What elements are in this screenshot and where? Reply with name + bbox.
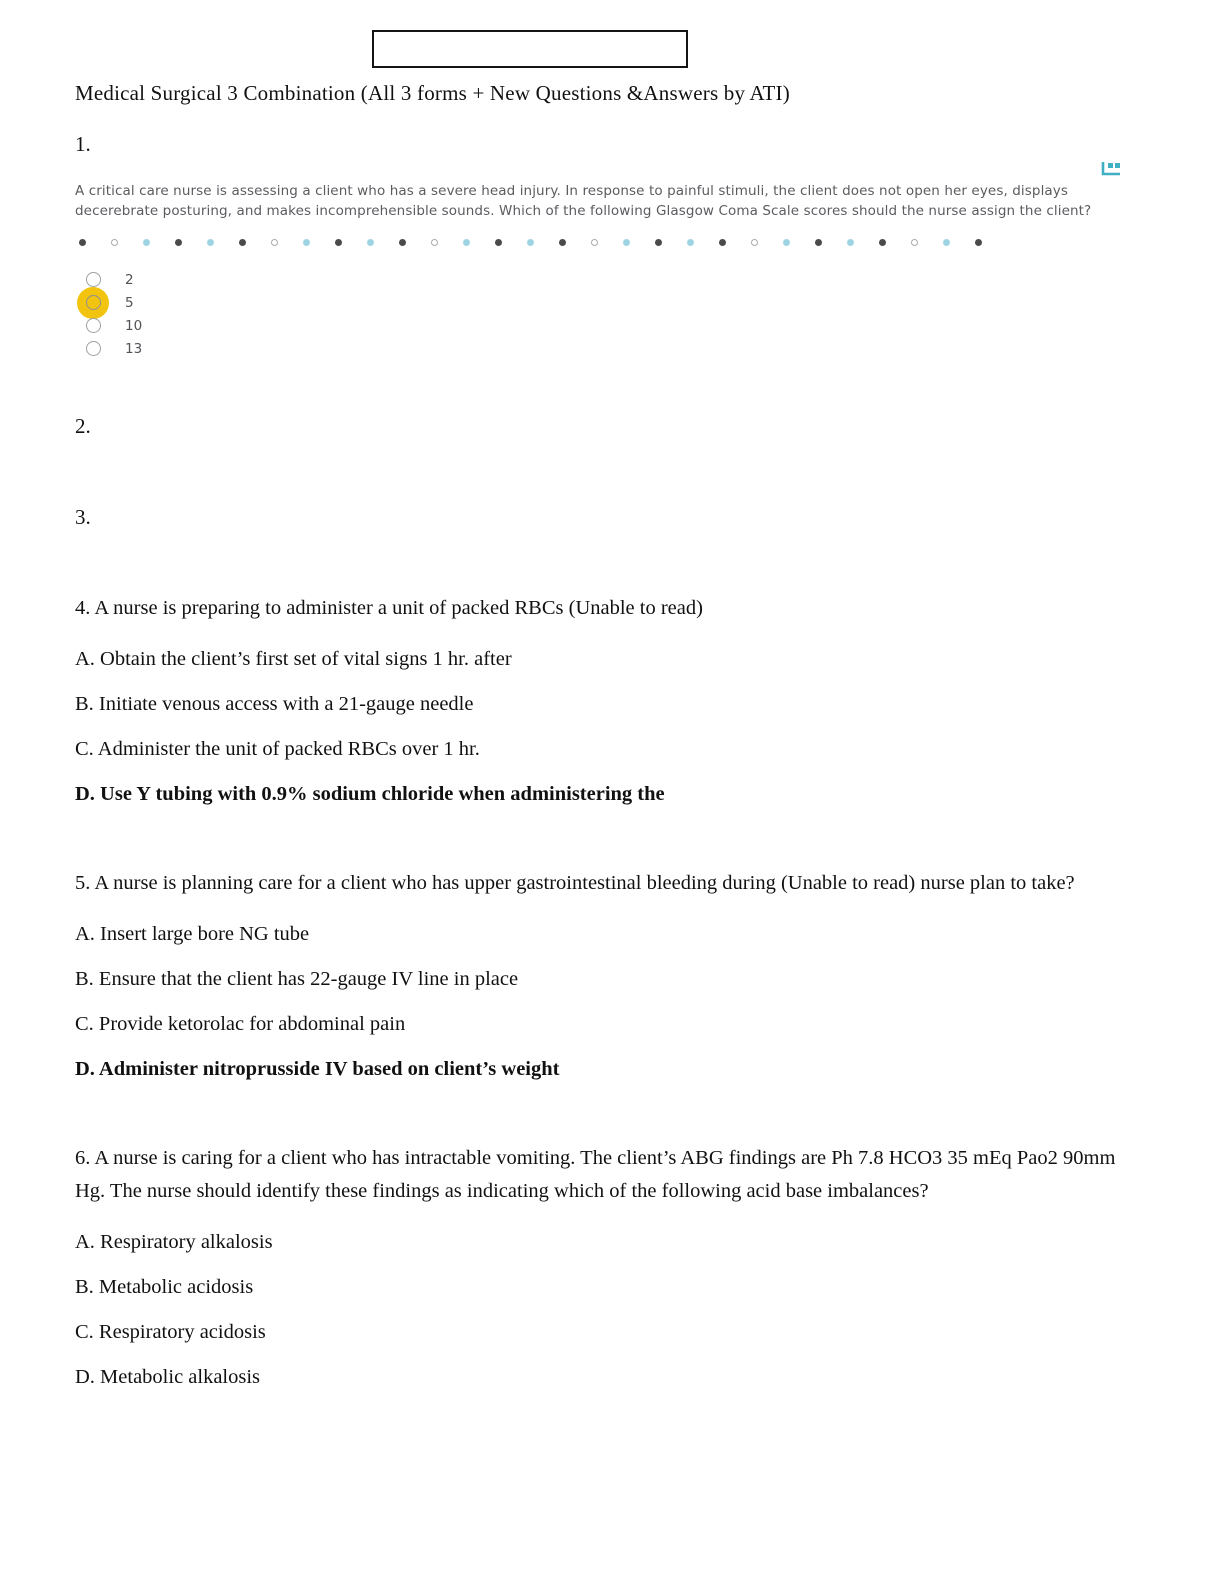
question-5 [75, 867, 1164, 1080]
progress-dot-dark [495, 239, 502, 246]
progress-dot-blue [623, 239, 630, 246]
progress-dot-blue [527, 239, 534, 246]
radio-button-icon[interactable] [86, 341, 101, 356]
q1-option-5[interactable] [86, 291, 1164, 314]
radio-button-icon[interactable] [86, 318, 101, 333]
question-text: 4. A nurse is preparing to administer a unit of packed RBCs (Unable to read) [75, 597, 703, 619]
radio-option-label: 5 [125, 294, 134, 311]
answer-option: C. Administer the unit of packed RBCs over 1 hr. [75, 738, 480, 760]
progress-dot-blue [943, 239, 950, 246]
q1-option-13[interactable] [86, 337, 1164, 360]
progress-dot-blue [367, 239, 374, 246]
progress-dot-dark [879, 239, 886, 246]
progress-dot-dark [175, 239, 182, 246]
answer-option: B. Ensure that the client has 22-gauge IV line in place [75, 968, 519, 990]
answer-option: A. Obtain the client’s first set of vital signs 1 hr. after [75, 648, 512, 670]
question-text: 6. A nurse is caring for a client who has intractable vomiting. The client’s ABG findings are Ph 7.8 HCO3 35 mEq Pao2 90mm Hg. The nurse should identify these findings as indicating which of the following acid base imbalances? [75, 1147, 1116, 1202]
answer-option: C. Provide ketorolac for abdominal pain [75, 1013, 406, 1035]
progress-dot-open [271, 239, 278, 246]
progress-dot-open [431, 239, 438, 246]
radio-button-icon[interactable] [86, 272, 101, 287]
typed-questions [75, 592, 1164, 1388]
progress-dot-dark [719, 239, 726, 246]
answer-option: A. Respiratory alkalosis [75, 1231, 273, 1253]
ati-question-text: A critical care nurse is assessing a client who has a severe head injury. In response to painful stimuli, the client does not open her eyes, displays decerebrate posturing, and makes incomprehensible sounds. Which of the following Glasgow Coma Scale scores should the nurse assign the client? [75, 183, 1092, 219]
radio-wrap [86, 272, 101, 287]
answer-option: D. Use Y tubing with 0.9% sodium chloride when administering the [75, 783, 665, 805]
answer-option: C. Respiratory acidosis [75, 1321, 266, 1343]
progress-dot-dark [79, 239, 86, 246]
question-text: 5. A nurse is planning care for a client who has upper gastrointestinal bleeding during (Unable to read) nurse plan to take? [75, 872, 1075, 894]
answer-option: B. Initiate venous access with a 21-gauge needle [75, 693, 474, 715]
question-3-number: 3. [75, 505, 91, 529]
answer-option: D. Administer nitroprusside IV based on client’s weight [75, 1058, 560, 1080]
question-1-number: 1. [75, 132, 91, 156]
progress-dot-open [911, 239, 918, 246]
question-4 [75, 592, 1164, 805]
radio-button-icon[interactable] [86, 295, 101, 310]
question-2-number: 2. [75, 414, 91, 438]
calculator-icon[interactable] [1100, 161, 1122, 176]
answer-option: B. Metabolic acidosis [75, 1276, 254, 1298]
progress-dot-open [111, 239, 118, 246]
radio-wrap [86, 318, 101, 333]
progress-dot-dark [975, 239, 982, 246]
progress-dot-open [751, 239, 758, 246]
q1-option-10[interactable] [86, 314, 1164, 337]
document-title: Medical Surgical 3 Combination (All 3 forms + New Questions &Answers by ATI) [75, 81, 790, 105]
progress-dot-blue [687, 239, 694, 246]
progress-dot-dark [815, 239, 822, 246]
progress-dot-blue [207, 239, 214, 246]
progress-dot-blue [463, 239, 470, 246]
answer-option: A. Insert large bore NG tube [75, 923, 310, 945]
radio-wrap [86, 295, 101, 310]
progress-dot-dark [239, 239, 246, 246]
progress-dot-dark [399, 239, 406, 246]
progress-dot-dark [335, 239, 342, 246]
progress-dot-blue [783, 239, 790, 246]
progress-dots [79, 238, 1164, 246]
radio-option-label: 13 [125, 340, 143, 357]
progress-dot-blue [303, 239, 310, 246]
radio-option-label: 2 [125, 271, 134, 288]
progress-dot-dark [655, 239, 662, 246]
progress-dot-blue [847, 239, 854, 246]
radio-option-label: 10 [125, 317, 143, 334]
question-6 [75, 1142, 1164, 1388]
progress-dot-blue [143, 239, 150, 246]
q1-options [86, 268, 1164, 360]
progress-dot-open [591, 239, 598, 246]
progress-dot-dark [559, 239, 566, 246]
radio-wrap [86, 341, 101, 356]
ati-screenshot-block [75, 161, 1164, 360]
redacted-name-box [372, 30, 688, 68]
answer-option: D. Metabolic alkalosis [75, 1366, 261, 1388]
q1-option-2[interactable] [86, 268, 1164, 291]
